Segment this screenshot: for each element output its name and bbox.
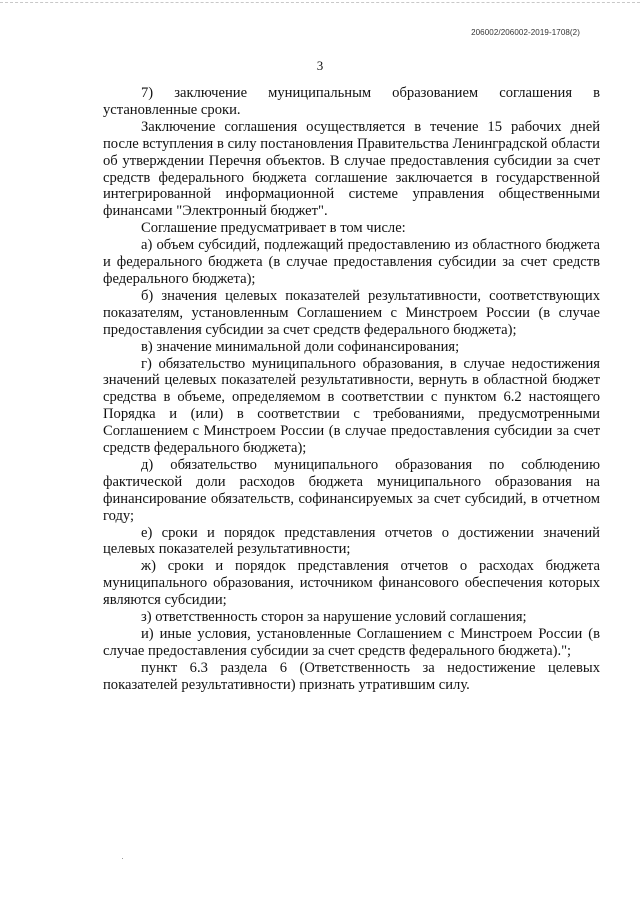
scan-speck [122,858,123,859]
page-number: 3 [316,58,324,73]
paragraph-agreement-provides: Соглашение предусматривает в том числе: [141,220,406,237]
list-item-d: д) обязательство муниципального образования по соблюдению фактической доли расходов бюджета муниципального образования на финансирование обязательств, софинансируемых за счет субсидий, в отчетном году; [103,456,600,524]
list-item-e: е) сроки и порядок представления отчетов о достижении значений целевых показателей результативности; [103,524,600,558]
paragraph-clause-6-3: пункт 6.3 раздела 6 (Ответственность за недостижение целевых показателей результативности) признать утратившим силу. [103,659,600,693]
list-item-b: б) значения целевых показателей результативности, соответствующих показателям, установленным Соглашением с Минстроем России (в случае предоставления субсидии за счет средств федерального бюджета); [103,287,600,338]
list-item-v: в) значение минимальной доли софинансирования; [141,338,460,355]
list-item-zh: ж) сроки и порядок представления отчетов о расходах бюджета муниципального образования, источником финансового обеспечения которых являются субсидии; [103,558,600,609]
list-item-g: г) обязательство муниципального образования, в случае недостижения значений целевых показателей результативности, вернуть в областной бюджет средства в объеме, определяемом в соответствии с пунктом 6.2 настоящего Порядка и (или) в соответствии с требованиями, предусмотренными Соглашением с Минстроем России (в случае предоставления субсидии за счет средств федерального бюджета); [103,355,600,457]
document-body [103,85,600,694]
document-registration-id: 206002/206002-2019-1708(2) [471,28,580,37]
paragraph-item-7: 7) заключение муниципальным образованием соглашения в установленные сроки. [103,85,600,118]
list-item-i: и) иные условия, установленные Соглашением с Минстроем России (в случае предоставления субсидии за счет средств федерального бюджета)."; [103,626,600,659]
list-item-a: а) объем субсидий, подлежащий предоставлению из областного бюджета и федерального бюджета (в случае предоставления субсидии за счет средств федерального бюджета); [103,237,600,287]
list-item-z: з) ответственность сторон за нарушение условий соглашения; [141,609,527,626]
scan-top-edge [0,2,640,3]
paragraph-agreement-conclusion: Заключение соглашения осуществляется в течение 15 рабочих дней после вступления в силу постановления Правительства Ленинградской области об утверждении Перечня объектов. В случае предоставления субсидии за счет средств федерального бюджета соглашение заключается в государственной интегрированной информационной системе управления общественными финансами "Электронный бюджет". [103,118,600,220]
